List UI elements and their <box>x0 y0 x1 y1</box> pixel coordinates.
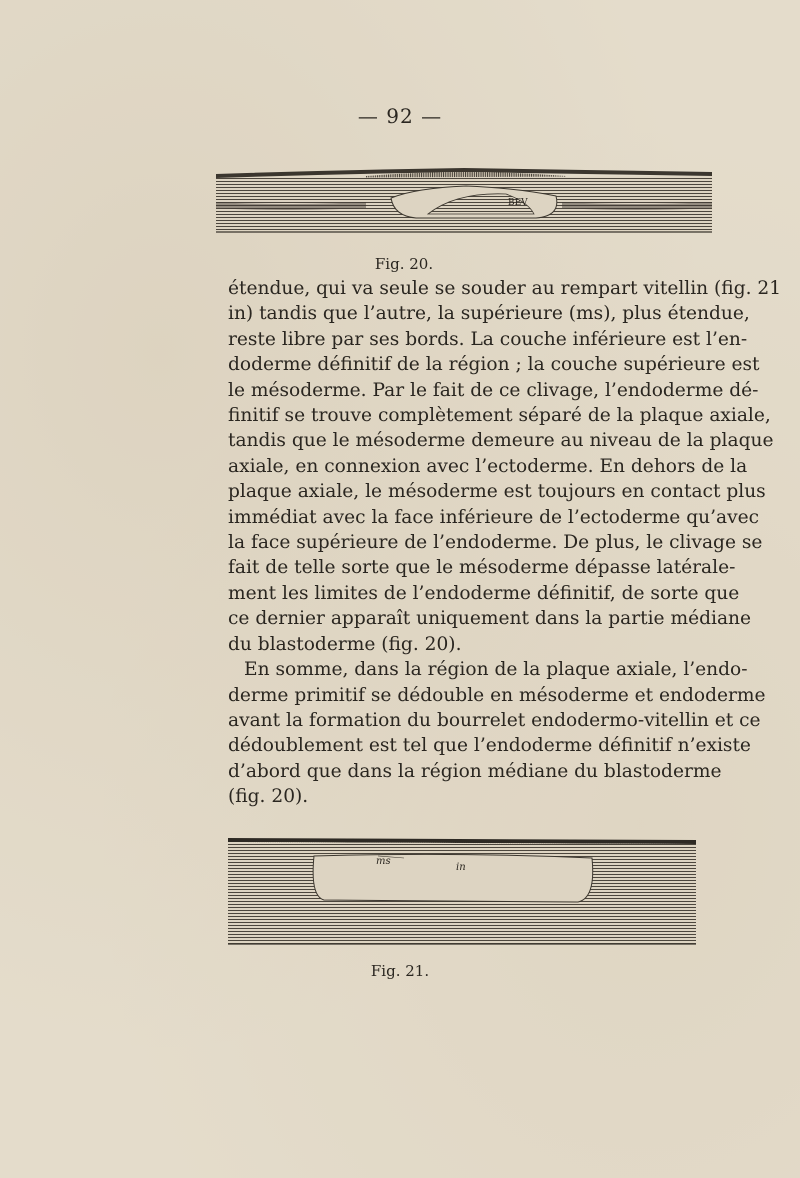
text-line: ce dernier apparaît uniquement dans la partie médiane <box>228 608 752 630</box>
text-line: d’abord que dans la région médiane du blastoderme <box>228 760 722 782</box>
text-line: la face supérieure de l’endoderme. De plus, le clivage se <box>228 532 763 554</box>
text-line: dédoublement est tel que l’endoderme définitif n’existe <box>228 735 751 757</box>
text-line: derme primitif se dédouble en mésoderme et endoderme <box>228 684 766 706</box>
text-line: En somme, dans la région de la plaque axiale, l’endo- <box>244 659 748 681</box>
text-line: doderme définitif de la région ; la couche supérieure est <box>228 354 760 376</box>
text-line: ment les limites de l’endoderme définitif, de sorte que <box>228 582 740 604</box>
text-line: avant la formation du bourrelet endodermo-vitellin et ce <box>228 709 761 731</box>
body-text <box>228 276 782 810</box>
text-line: (fig. 20). <box>228 786 309 808</box>
figure-21-label-ms: ms <box>376 856 391 867</box>
text-line: axiale, en connexion avec l’ectoderme. En dehors de la <box>228 455 748 477</box>
paragraph-1 <box>228 276 782 657</box>
figure-21-caption: Fig. 21. <box>370 962 430 980</box>
text-line: plaque axiale, le mésoderme est toujours en contact plus <box>228 481 766 503</box>
text-line: le mésoderme. Par le fait de ce clivage, l’endoderme dé- <box>228 379 759 401</box>
figure-20-caption: Fig. 20. <box>374 255 434 273</box>
text-line: tandis que le mésoderme demeure au niveau de la plaque <box>228 430 774 452</box>
page-number: — 92 — <box>357 104 443 128</box>
text-line: étendue, qui va seule se souder au rempart vitellin (fig. 21 <box>228 278 782 299</box>
text-line: in) tandis que l’autre, la supérieure (ms), plus étendue, <box>228 303 750 325</box>
text-line: fait de telle sorte que le mésoderme dépasse latérale- <box>228 557 736 579</box>
text-line: immédiat avec la face inférieure de l’ectoderme qu’avec <box>228 506 760 528</box>
text-line: du blastoderme (fig. 20). <box>228 633 462 655</box>
text-line: reste libre par ses bords. La couche inférieure est l’en- <box>228 328 748 350</box>
figure-21-illustration <box>228 834 696 946</box>
text-line: finitif se trouve complètement séparé de la plaque axiale, <box>228 405 771 427</box>
figure-20-label-bev: BEV <box>508 198 528 208</box>
paragraph-2 <box>228 657 766 809</box>
figure-21-label-in: in <box>456 862 466 873</box>
figure-20-illustration <box>216 162 712 236</box>
